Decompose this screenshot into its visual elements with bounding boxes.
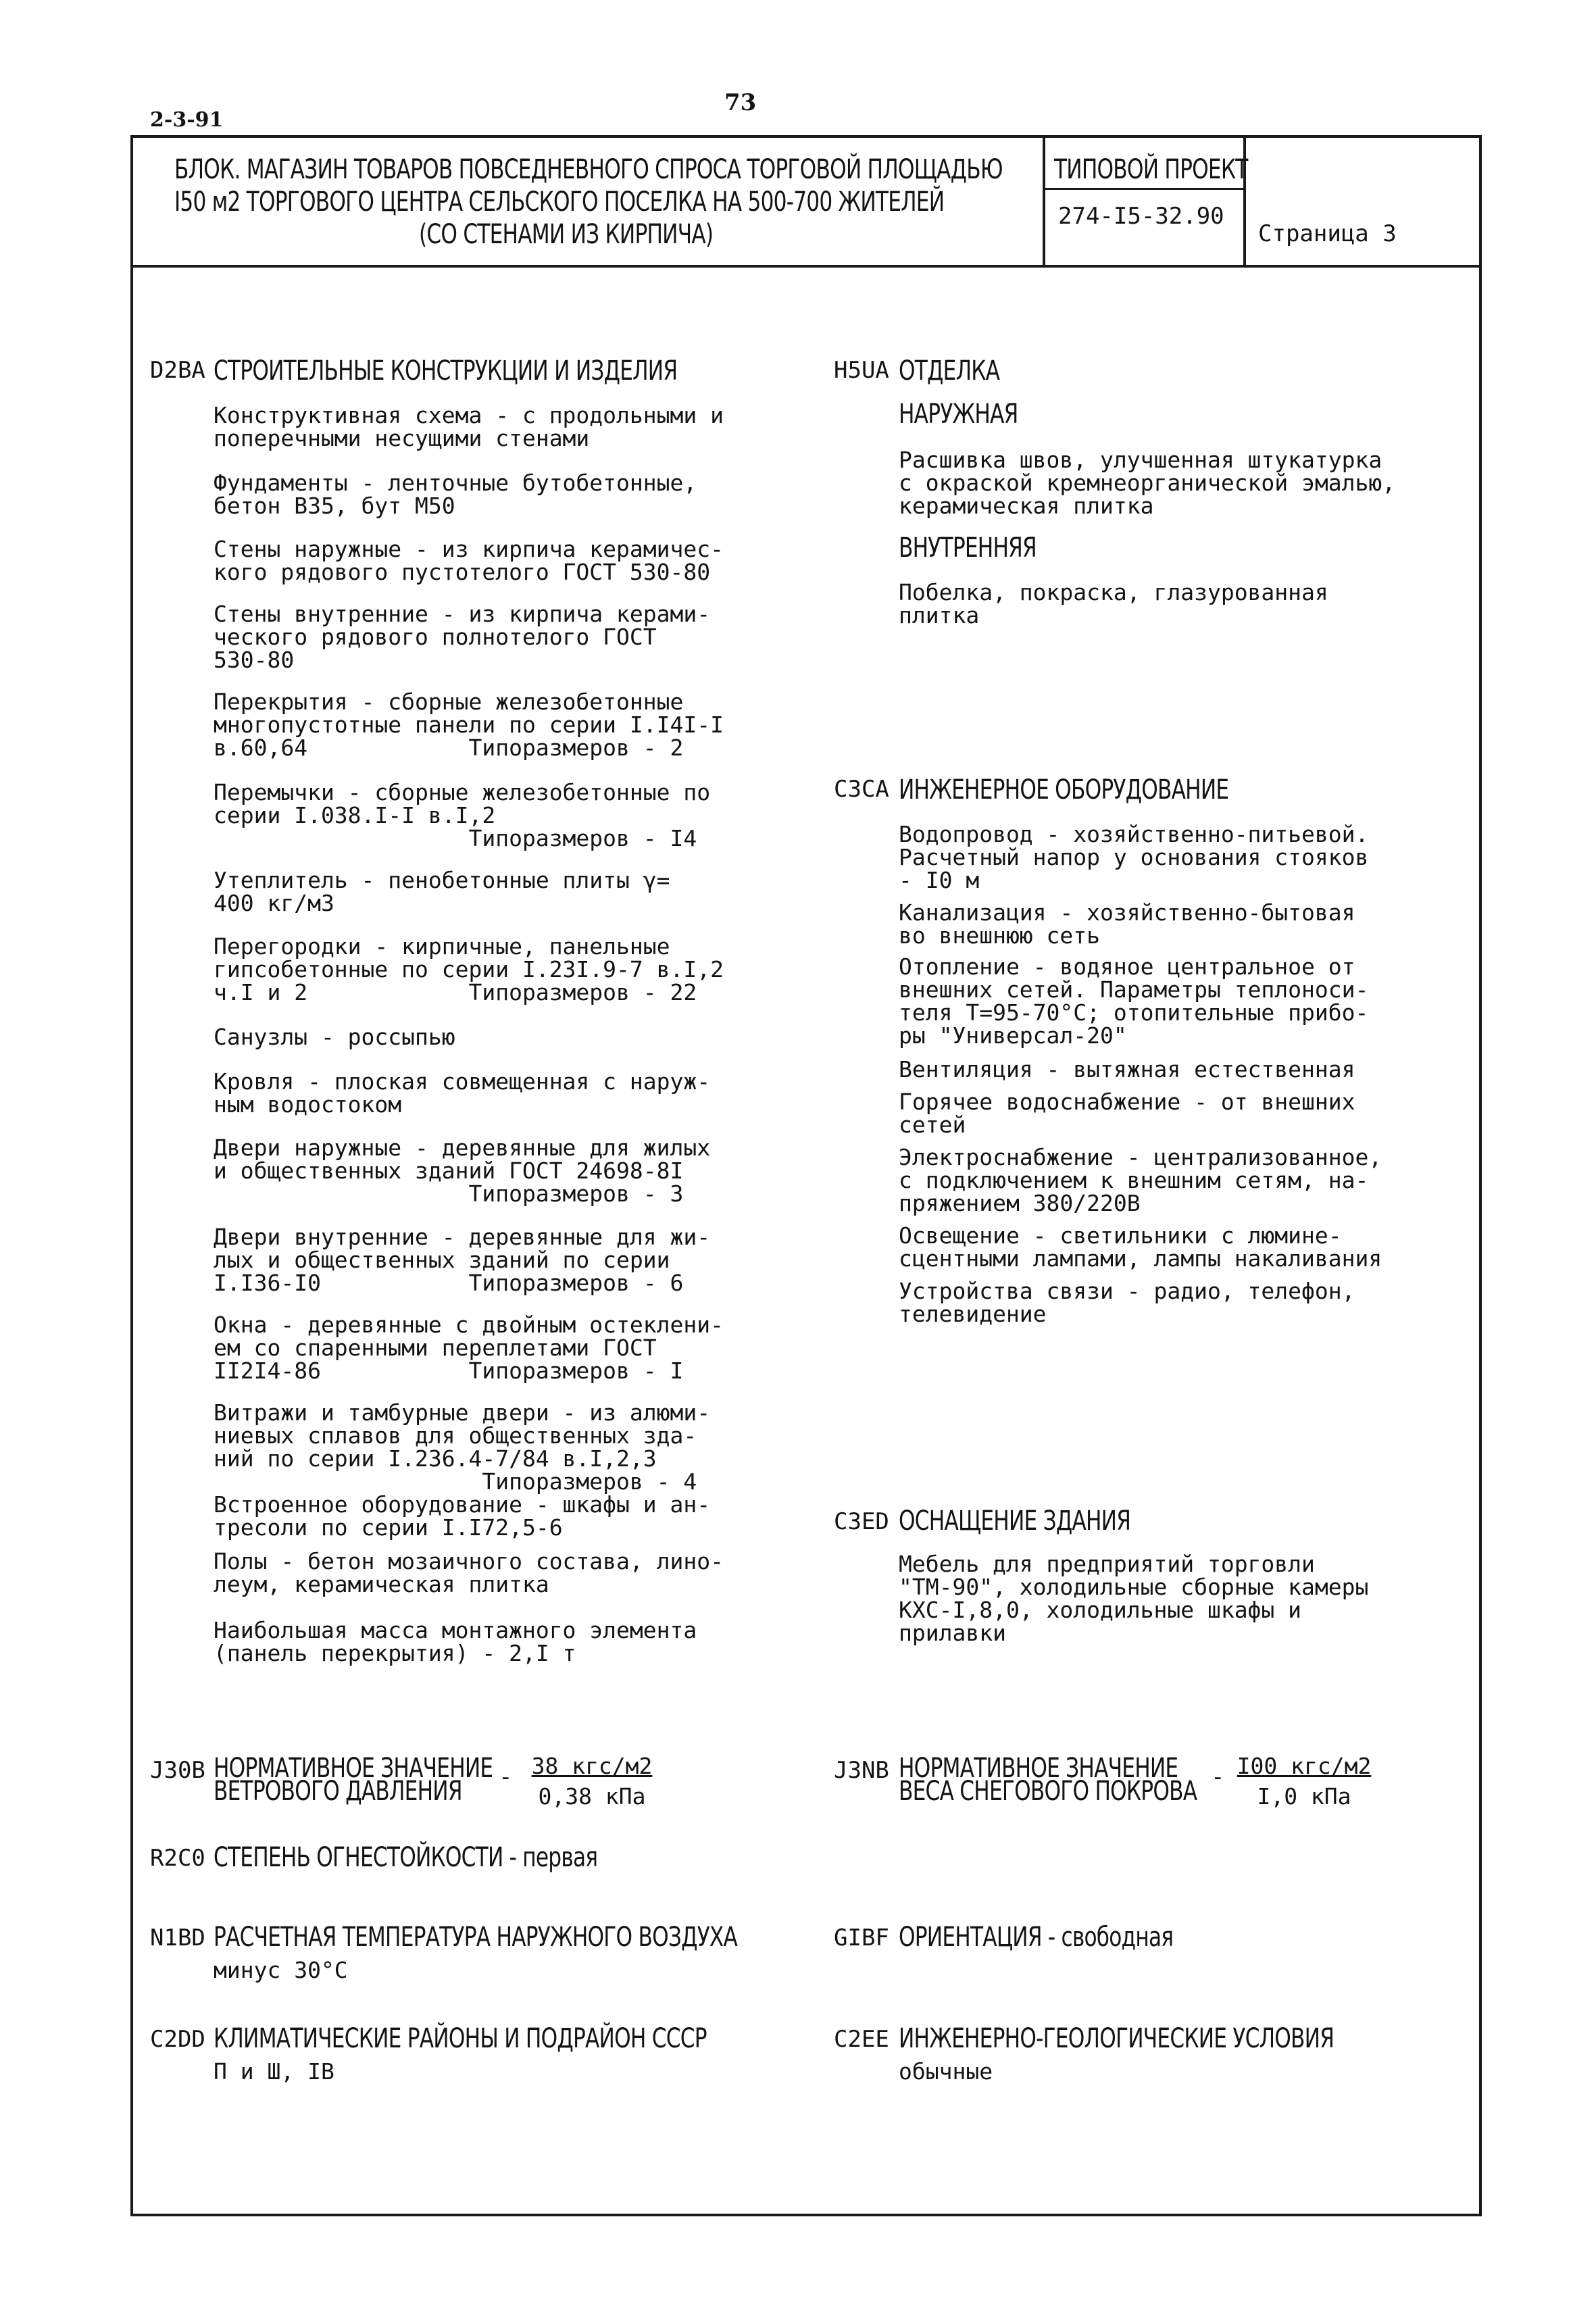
inner-walls: Стены внутренние - из кирпича керами- ческого рядового полнотелого ГОСТ 530-80: [214, 601, 711, 673]
temperature-value: минус 30°С: [214, 1957, 348, 1983]
partitions: Перегородки - кирпичные, панельные гипсобетонные по серии I.23I.9-7 в.I,2 ч.I и 2 Типоразмеров - 22: [214, 933, 724, 1005]
geology-heading: ИНЖЕНЕРНО-ГЕОЛОГИЧЕСКИЕ УСЛОВИЯ: [899, 2023, 1335, 2054]
fire-code: R2C0: [150, 1845, 205, 1872]
finishing-heading: ОТДЕЛКА: [899, 355, 1000, 387]
climate-code: C2DD: [150, 2026, 205, 2053]
wind-heading-2: ВЕТРОВОГО ДАВЛЕНИЯ: [214, 1776, 462, 1807]
engineering-code: C3CA: [834, 776, 889, 803]
finishing-outer-text: Расшивка швов, улучшенная штукатурка с окраской кремнеорганической эмалью, керамическая плитка: [899, 447, 1396, 519]
equipment-code: C3ED: [834, 1508, 889, 1535]
constructions-code: D2BA: [150, 357, 205, 384]
power-supply: Электроснабжение - централизованное, с подключением к внешним сетям, на- пряжением 380/220В: [899, 1144, 1382, 1216]
sheet-label: Страница 3: [1258, 220, 1397, 247]
finishing-inner-text: Побелка, покраска, глазурованная плитка: [899, 579, 1328, 628]
constructions-heading: СТРОИТЕЛЬНЫЕ КОНСТРУКЦИИ И ИЗДЕЛИЯ: [214, 355, 678, 387]
roof: Кровля - плоская совмещенная с наруж- ным водостоком: [214, 1068, 711, 1118]
windows: Окна - деревянные с двойным остеклени- ем со спаренными переплетами ГОСТ II2I4-86 Типоразмеров - I: [214, 1312, 724, 1384]
sewerage: Канализация - хозяйственно-бытовая во внешнюю сеть: [899, 899, 1355, 949]
outer-walls: Стены наружные - из кирпича керамичес- кого рядового пустотелого ГОСТ 530-80: [214, 536, 724, 585]
inner-doors: Двери внутренние - деревянные для жи- лых и общественных зданий по серии I.I36-I0 Типоразмеров - 6: [214, 1224, 711, 1296]
floor-slabs: Перекрытия - сборные железобетонные многопустотные панели по серии I.I4I-I в.60,64 Типоразмеров - 2: [214, 689, 724, 761]
title-block-divider: [130, 265, 1482, 268]
heating: Отопление - водяное центральное от внешних сетей. Параметры теплоноси- теля Т=95-70°С; отопительные прибо- ры "Универсал-20": [899, 953, 1369, 1049]
equipment-text: Мебель для предприятий торговли "ТМ-90", холодильные сборные камеры КХС-I,8,0, холодильные шкафы и прилавки: [899, 1551, 1369, 1646]
temperature-heading: РАСЧЕТНАЯ ТЕМПЕРАТУРА НАРУЖНОГО ВОЗДУХА: [214, 1922, 738, 1953]
insulation: Утеплитель - пенобетонные плиты γ= 400 кг/м3: [214, 867, 670, 916]
project-cell-divider: [1044, 188, 1245, 190]
snow-dash: -: [1211, 1764, 1225, 1791]
project-number: 274-I5-32.90: [1058, 203, 1224, 230]
snow-heading-1: НОРМАТИВНОЕ ЗНАЧЕНИЕ: [899, 1753, 1178, 1784]
snow-value-kpa: I,0 кПа: [1257, 1783, 1351, 1810]
series-code: 2-3-91: [150, 108, 224, 132]
outer-doors: Двери наружные - деревянные для жилых и общественных зданий ГОСТ 24698-8I Типоразмеров - 3: [214, 1135, 711, 1207]
lintels: Перемычки - сборные железобетонные по серии I.038.I-I в.I,2 Типоразмеров - I4: [214, 779, 711, 851]
hot-water: Горячее водоснабжение - от внешних сетей: [899, 1089, 1355, 1138]
project-label: ТИПОВОЙ ПРОЕКТ: [1054, 154, 1248, 185]
temperature-code: N1BD: [150, 1924, 205, 1951]
wind-value-kpa: 0,38 кПа: [538, 1783, 646, 1810]
geology-value: обычные: [899, 2058, 993, 2085]
lighting: Освещение - светильники с люмине- сцентными лампами, лампы накаливания: [899, 1222, 1382, 1272]
title-line-2: I50 м2 ТОРГОВОГО ЦЕНТРА СЕЛЬСКОГО ПОСЕЛКА НА 500-700 ЖИТЕЛЕЙ: [174, 186, 945, 218]
title-line-3: (СО СТЕНАМИ ИЗ КИРПИЧА): [419, 219, 714, 250]
ventilation: Вентиляция - вытяжная естественная: [899, 1056, 1355, 1082]
finishing-outer-label: НАРУЖНАЯ: [899, 399, 1018, 430]
wind-code: J30B: [150, 1757, 205, 1784]
stained-glass-and-built-in: Витражи и тамбурные двери - из алюми- ниевых сплавов для общественных зда- ний по серии I.236.4-7/84 в.I,2,3 Типоразмеров - 4 Встроенное оборудование - шкафы и ан- тресоли по серии I.I72,5-6: [214, 1399, 711, 1541]
construction-scheme: Конструктивная схема - с продольными и поперечными несущими стенами: [214, 402, 724, 451]
wind-dash: -: [499, 1764, 513, 1791]
snow-code: J3NB: [834, 1757, 889, 1784]
equipment-heading: ОСНАЩЕНИЕ ЗДАНИЯ: [899, 1505, 1131, 1537]
title-line-1: БЛОК. МАГАЗИН ТОВАРОВ ПОВСЕДНЕВНОГО СПРОСА ТОРГОВОЙ ПЛОЩАДЬЮ: [174, 154, 1003, 185]
wind-value-kgs: 38 кгс/м2: [531, 1753, 653, 1779]
orientation-text: ОРИЕНТАЦИЯ - свободная: [899, 1922, 1174, 1953]
fire-text: СТЕПЕНЬ ОГНЕСТОЙКОСТИ - первая: [214, 1842, 598, 1873]
water-supply: Водопровод - хозяйственно-питьевой. Расчетный напор у основания стояков - I0 м: [899, 821, 1369, 893]
engineering-heading: ИНЖЕНЕРНОЕ ОБОРУДОВАНИЕ: [899, 774, 1229, 805]
communications: Устройства связи - радио, телефон, телевидение: [899, 1278, 1355, 1327]
geology-code: C2EE: [834, 2026, 889, 2053]
snow-value: [1230, 1753, 1378, 1810]
finishing-code: H5UA: [834, 357, 889, 384]
snow-heading-2: ВЕСА СНЕГОВОГО ПОКРОВА: [899, 1776, 1197, 1807]
finishing-inner-label: ВНУТРЕННЯЯ: [899, 532, 1037, 564]
bathrooms: Санузлы - россыпью: [214, 1024, 455, 1050]
orientation-code: GIBF: [834, 1924, 889, 1951]
wind-heading-1: НОРМАТИВНОЕ ЗНАЧЕНИЕ: [214, 1753, 493, 1784]
climate-heading: КЛИМАТИЧЕСКИЕ РАЙОНЫ И ПОДРАЙОН СССР: [214, 2023, 707, 2054]
wind-value: [524, 1753, 659, 1810]
foundations: Фундаменты - ленточные бутобетонные, бетон В35, бут М50: [214, 470, 697, 519]
page-number: 73: [724, 89, 757, 116]
snow-value-kgs: I00 кгс/м2: [1237, 1753, 1372, 1779]
max-element-mass: Наибольшая масса монтажного элемента (панель перекрытия) - 2,I т: [214, 1617, 697, 1666]
title-block-sep-1: [1043, 135, 1045, 266]
floors: Полы - бетон мозаичного состава, лино- леум, керамическая плитка: [214, 1548, 724, 1597]
climate-value: П и Ш, IВ: [214, 2058, 334, 2085]
